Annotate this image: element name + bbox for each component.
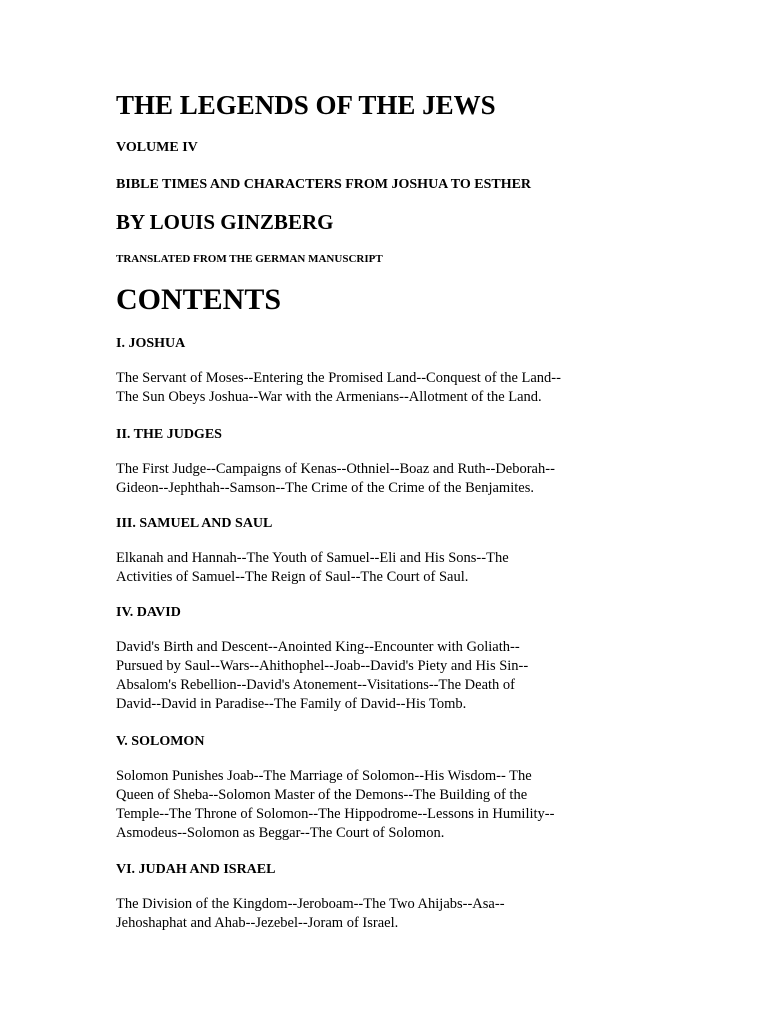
document-subtitle: BIBLE TIMES AND CHARACTERS FROM JOSHUA TO ESTHER: [116, 177, 532, 192]
volume-label: VOLUME IV: [116, 140, 198, 155]
section-heading-joshua: I. JOSHUA: [116, 336, 186, 351]
section-body-samuel-and-saul: Elkanah and Hannah--The Youth of Samuel--Eli and His Sons--The Activities of Samuel--The Reign of Saul--The Court of Saul.: [116, 550, 509, 585]
section-body-solomon: Solomon Punishes Joab--The Marriage of Solomon--His Wisdom-- The Queen of Sheba--Solomon Master of the Demons--The Building of the Temple--The Throne of Solomon--The Hippodrome--Lessons in Humility-- Asmodeus--Solomon as Beggar--The Court of Solomon.: [116, 768, 555, 841]
section-body-judges: The First Judge--Campaigns of Kenas--Othniel--Boaz and Ruth--Deborah-- Gideon--Jephthah--Samson--The Crime of the Crime of the Benjamites.: [116, 461, 555, 496]
section-heading-judah-and-israel: VI. JUDAH AND ISRAEL: [116, 862, 276, 877]
translation-note: TRANSLATED FROM THE GERMAN MANUSCRIPT: [116, 253, 383, 265]
section-heading-solomon: V. SOLOMON: [116, 734, 205, 749]
section-body-david: David's Birth and Descent--Anointed King--Encounter with Goliath-- Pursued by Saul--Wars--Ahithophel--Joab--David's Piety and His Sin-- Absalom's Rebellion--David's Atonement--Visitations--The Death of David--David in Paradise--The Family of David--His Tomb.: [116, 639, 529, 712]
contents-heading: CONTENTS: [116, 283, 282, 316]
section-heading-judges: II. THE JUDGES: [116, 427, 222, 442]
section-heading-david: IV. DAVID: [116, 605, 181, 620]
section-body-joshua: The Servant of Moses--Entering the Promised Land--Conquest of the Land-- The Sun Obeys Joshua--War with the Armenians--Allotment of the Land.: [116, 370, 561, 405]
document-title: THE LEGENDS OF THE JEWS: [116, 90, 496, 120]
section-heading-samuel-and-saul: III. SAMUEL AND SAUL: [116, 516, 273, 531]
section-body-judah-and-israel: The Division of the Kingdom--Jeroboam--The Two Ahijabs--Asa-- Jehoshaphat and Ahab--Jezebel--Joram of Israel.: [116, 896, 505, 931]
author-line: BY LOUIS GINZBERG: [116, 210, 334, 234]
